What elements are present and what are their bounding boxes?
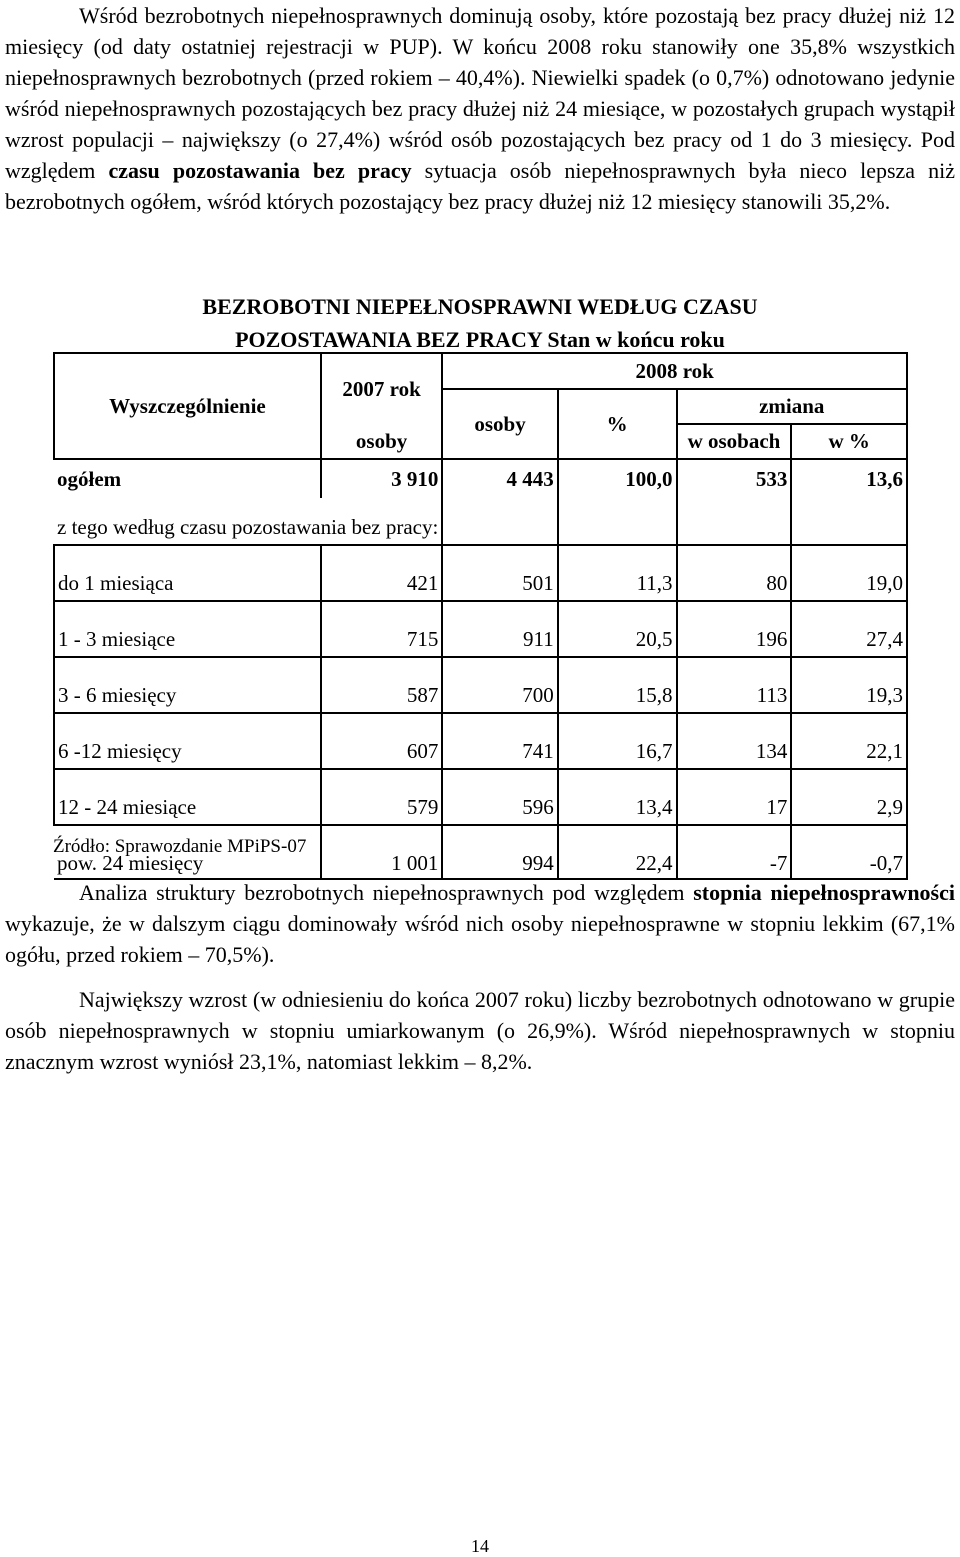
header-zmiana: zmiana [677,389,907,424]
row-label: 12 - 24 miesiące [54,769,321,825]
header-osoby-2008: osoby [442,389,557,459]
emphasis-text: czasu pozostawania bez pracy [108,158,412,183]
subheading: z tego według czasu pozostawania bez pracy: [54,498,442,545]
cell-2007: 579 [321,769,443,825]
header-year-2008: 2008 rok [442,353,907,389]
row-label: 3 - 6 miesięcy [54,657,321,713]
cell-2007: 1 001 [321,825,443,879]
cell-percent: 16,7 [558,713,677,769]
cell-change-percent: 22,1 [791,713,907,769]
table-row [54,657,907,713]
cell-2008: 501 [442,545,557,601]
cell-change: 113 [677,657,792,713]
cell-2008: 700 [442,657,557,713]
paragraph-text: sytuacja osób niepełnosprawnych była nieco lepsza niż bezrobotnych ogółem, wśród których pozostający bez pracy dłużej niż 12 miesięcy stanowili 35,2%. [5,158,955,214]
header-spec: Wyszczególnienie [54,353,321,459]
cell-change: 196 [677,601,792,657]
cell-change: 134 [677,713,792,769]
cell-2007: 421 [321,545,443,601]
table-row-subheading [54,498,907,545]
cell-change: 533 [677,459,792,498]
paragraph-growth [5,984,955,1077]
table-row [54,545,907,601]
table-row [54,601,907,657]
table-row-total [54,459,907,498]
header-osoby-2007: osoby [321,424,443,459]
row-label: 6 -12 miesięcy [54,713,321,769]
paragraph-text: wykazuje, że w dalszym ciągu dominowały wśród nich osoby niepełnosprawne w stopniu lekkim (67,1% ogółu, przed rokiem – 70,5%). [5,911,955,967]
table-row [54,713,907,769]
row-label: 1 - 3 miesiące [54,601,321,657]
header-w-percent: w % [791,424,907,459]
cell-2008: 4 443 [442,459,557,498]
paragraph-text: Wśród bezrobotnych niepełnosprawnych dominują osoby, które pozostają bez pracy dłużej niż 12 miesięcy (od daty ostatniej rejestracji w PUP). W końcu 2008 roku stanowiły one 35,8% wszystkich niepełnosprawnych bezrobotnych (przed rokiem – 40,4%). Niewielki spadek (o 0,7%) odnotowano jedynie wśród niepełnosprawnych pozostających bez pracy dłużej niż 24 miesiące, w pozostałych grupach wystąpił wzrost populacji – największy (o 27,4%) wśród osób pozostających bez pracy od 1 do 3 miesięcy. Pod względem [5,3,955,183]
cell-change-percent: 27,4 [791,601,907,657]
header-year-2007: 2007 rok [321,353,443,424]
cell-percent: 13,4 [558,769,677,825]
cell-change-percent: -0,7 [791,825,907,879]
cell-2007: 715 [321,601,443,657]
unemployment-table [53,352,908,880]
paragraph-text: Największy wzrost (w odniesieniu do końca 2007 roku) liczby bezrobotnych odnotowano w grupie osób niepełnosprawnych w stopniu umiarkowanym (o 26,9%). Wśród niepełnosprawnych w stopniu znacznym wzrost wyniósł 23,1%, natomiast lekkim – 8,2%. [5,987,955,1074]
cell-2008: 596 [442,769,557,825]
cell-2008: 911 [442,601,557,657]
cell-change: -7 [677,825,792,879]
paragraph-degree [5,877,955,970]
page-number: 14 [471,1536,489,1556]
table-title-line: POZOSTAWANIA BEZ PRACY Stan w końcu roku [235,327,725,352]
cell-percent: 11,3 [558,545,677,601]
table-title [90,290,870,356]
table-row [54,769,907,825]
cell-percent: 100,0 [558,459,677,498]
cell-2007: 587 [321,657,443,713]
cell-percent: 22,4 [558,825,677,879]
row-label: do 1 miesiąca [54,545,321,601]
row-label: ogółem [57,466,122,491]
cell-2007: 607 [321,713,443,769]
cell-percent: 20,5 [558,601,677,657]
row-label: pow. 24 miesięcy [54,825,321,879]
header-w-osobach: w osobach [677,424,792,459]
table-title-line: BEZROBOTNI NIEPEŁNOSPRAWNI WEDŁUG CZASU [202,294,758,319]
cell-change-percent: 13,6 [791,459,907,498]
cell-change-percent: 2,9 [791,769,907,825]
cell-change: 17 [677,769,792,825]
header-percent: % [558,389,677,459]
cell-change-percent: 19,0 [791,545,907,601]
cell-change-percent: 19,3 [791,657,907,713]
cell-change: 80 [677,545,792,601]
paragraph-duration [5,0,955,217]
cell-2008: 994 [442,825,557,879]
cell-2008: 741 [442,713,557,769]
cell-percent: 15,8 [558,657,677,713]
cell-2007: 3 910 [321,459,443,498]
emphasis-text: stopnia niepełnosprawności [693,880,955,905]
table-source: Źródło: Sprawozdanie MPiPS-07 [53,836,307,857]
paragraph-text: Analiza struktury bezrobotnych niepełnosprawnych pod względem [79,880,694,905]
